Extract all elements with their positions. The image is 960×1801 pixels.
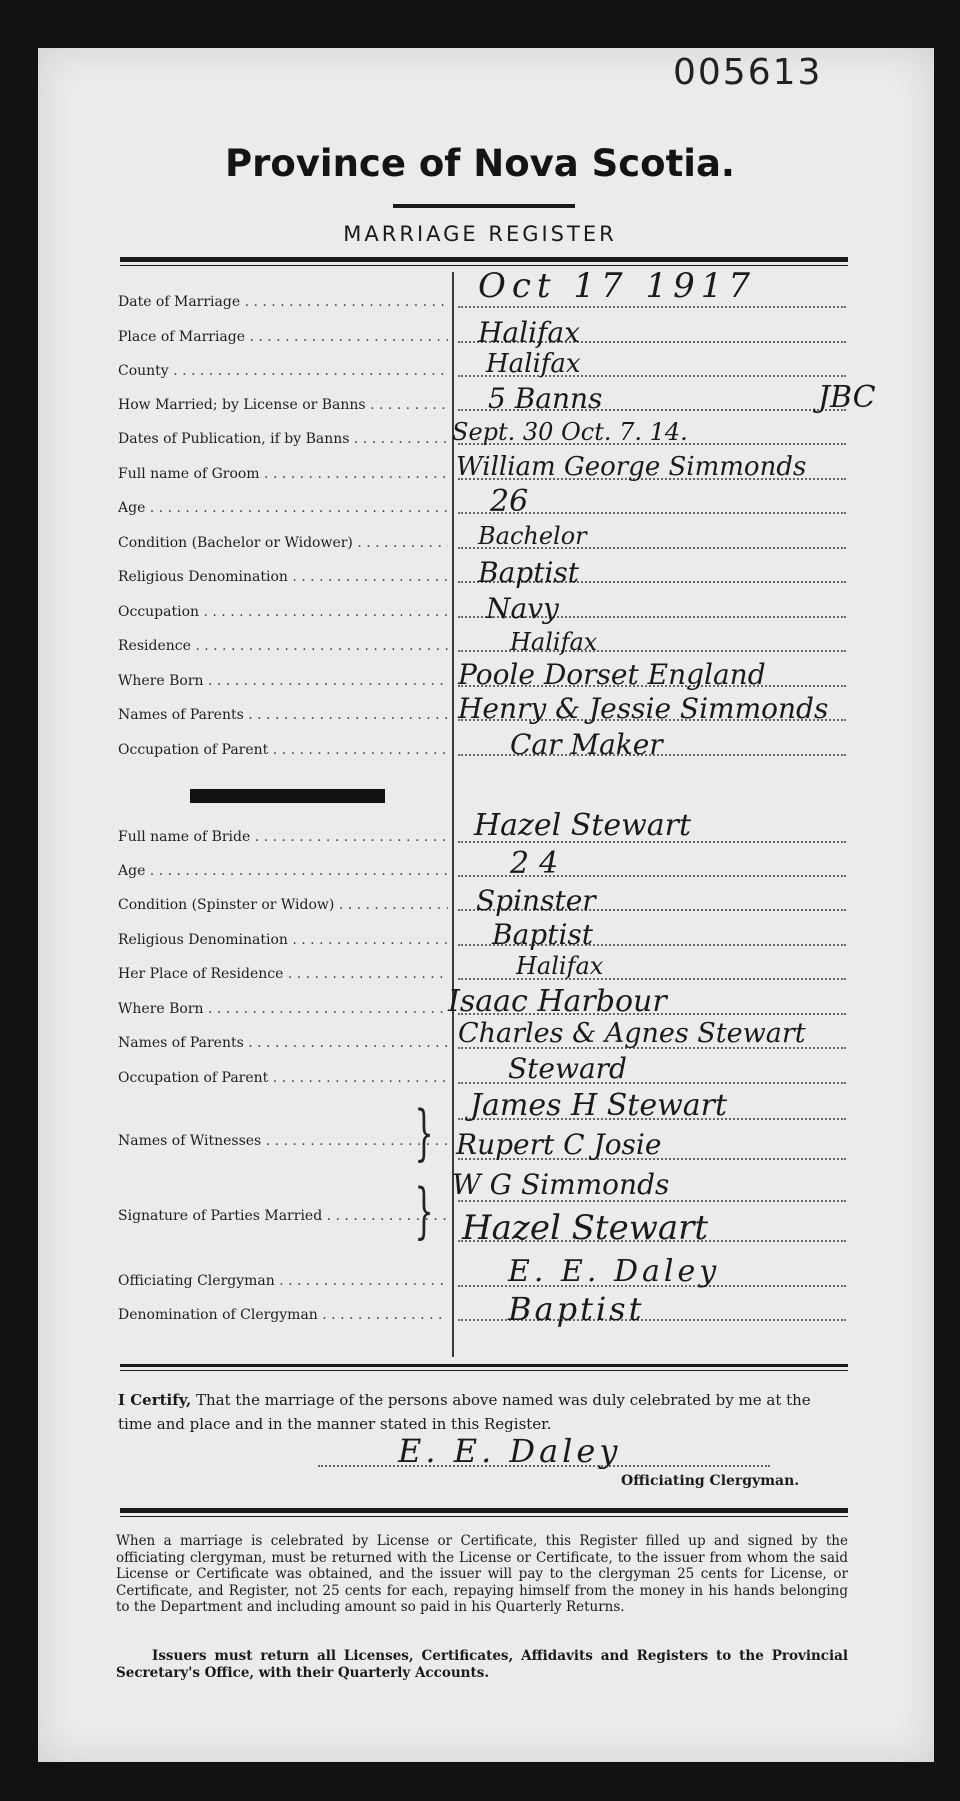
field-label: Where Born . . . [118, 673, 448, 689]
page-title: Province of Nova Scotia. [225, 142, 735, 185]
field-value: Baptist [492, 918, 594, 951]
registrar-initials: JBC [818, 380, 876, 415]
field-value: 5 Banns [488, 382, 603, 415]
field-label: Age . . . [118, 500, 448, 516]
field-value: Navy [486, 592, 559, 625]
field-label: How Married; by License or Banns . . . [118, 397, 448, 413]
license-notice: When a marriage is celebrated by License or Certificate, this Register filled up and signed by the officiating clergyman, must be returned with the License or Certificate, to the issuer from whom the said License or Certificate was obtained, and the issuer will pay to the clergyman 25 cents for License, or Certificate, and Register, not 25 cents for each, repaying himself from the money in his hands belonging to the Department and including amount so paid in his Quarterly Returns. [116, 1533, 848, 1615]
field-label: Residence . . . [118, 638, 448, 654]
title-underline [393, 204, 575, 208]
field-label: Officiating Clergyman . . . [118, 1273, 448, 1289]
field-label: Age . . . [118, 863, 448, 879]
issuer-notice: Issuers must return all Licenses, Certificates, Affidavits and Registers to the Provincial Secretary's Office, with their Quarterly Accounts. [116, 1648, 848, 1681]
certify-rule [120, 1364, 848, 1367]
field-label: Place of Marriage . . . [118, 329, 448, 345]
witness-name: James H Stewart [470, 1088, 728, 1123]
field-label: County . . . [118, 363, 448, 379]
field-label: Names of Parents . . . [118, 707, 448, 723]
field-value: Charles & Agnes Stewart [458, 1018, 806, 1049]
page-subtitle: MARRIAGE REGISTER [343, 222, 617, 246]
certify-rule-thin [120, 1370, 848, 1371]
signature-caption: Officiating Clergyman. [621, 1473, 800, 1489]
field-value: Isaac Harbour [448, 984, 667, 1019]
field-value: Halifax [510, 628, 598, 656]
certify-lead: I Certify, [118, 1391, 192, 1409]
notice-rule [120, 1508, 848, 1513]
field-value: Halifax [516, 952, 604, 980]
signatures-brace: } [414, 1176, 434, 1246]
certify-text: That the marriage of the persons above named was duly celebrated by me at the time and place and in the manner stated in this Register. [118, 1391, 811, 1433]
field-label: Denomination of Clergyman . . . [118, 1307, 448, 1323]
field-value: Spinster [476, 884, 596, 917]
certify-statement [118, 1388, 848, 1436]
field-value: Baptist [478, 556, 580, 589]
field-value: Car Maker [510, 728, 663, 761]
field-value: Steward [508, 1052, 627, 1085]
field-label: Condition (Spinster or Widow) . . . [118, 897, 448, 913]
signature-line [318, 1465, 770, 1467]
field-value: Halifax [486, 349, 581, 379]
field-value: Halifax [478, 316, 580, 349]
field-label: Full name of Groom . . . [118, 466, 448, 482]
field-label: Religious Denomination . . . [118, 932, 448, 948]
field-value: 26 [490, 484, 529, 519]
field-label: Occupation of Parent . . . [118, 742, 448, 758]
notice-rule-thin [120, 1516, 848, 1517]
section-separator-bar [190, 789, 385, 803]
field-value: Henry & Jessie Simmonds [458, 692, 829, 725]
signatures-label: Signature of Parties Married . . . [118, 1208, 448, 1224]
field-value: Poole Dorset England [458, 658, 766, 691]
field-label: Religious Denomination . . . [118, 569, 448, 585]
field-label: Her Place of Residence . . . [118, 966, 448, 982]
field-label: Names of Parents . . . [118, 1035, 448, 1051]
field-label: Dates of Publication, if by Banns . . . [118, 431, 448, 447]
field-line [458, 306, 846, 308]
bride-signature: Hazel Stewart [462, 1208, 709, 1248]
field-value: 24 [510, 846, 569, 881]
officiating-clergyman-name: E. E. Daley [508, 1254, 721, 1289]
field-label: Full name of Bride . . . [118, 829, 448, 845]
field-label: Condition (Bachelor or Widower) . . . [118, 535, 448, 551]
witness-name: Rupert C Josie [456, 1128, 662, 1161]
field-value: Sept. 30 Oct. 7. 14. [452, 418, 688, 446]
certify-signature: E. E. Daley [398, 1432, 622, 1470]
field-value: Hazel Stewart [474, 808, 692, 843]
document-number: 005613 [673, 52, 823, 93]
field-label: Date of Marriage . . . [118, 294, 448, 310]
witnesses-label: Names of Witnesses . . . [118, 1133, 448, 1149]
groom-signature: W G Simmonds [452, 1168, 670, 1201]
field-label: Where Born . . . [118, 1001, 448, 1017]
field-label: Occupation . . . [118, 604, 448, 620]
field-value: Bachelor [478, 522, 587, 550]
field-value: William George Simmonds [456, 452, 807, 482]
header-rule [120, 257, 848, 262]
witnesses-brace: } [414, 1098, 434, 1168]
field-value: Oct 17 1917 [478, 266, 756, 306]
field-label: Occupation of Parent . . . [118, 1070, 448, 1086]
clergy-denomination: Baptist [508, 1290, 645, 1328]
